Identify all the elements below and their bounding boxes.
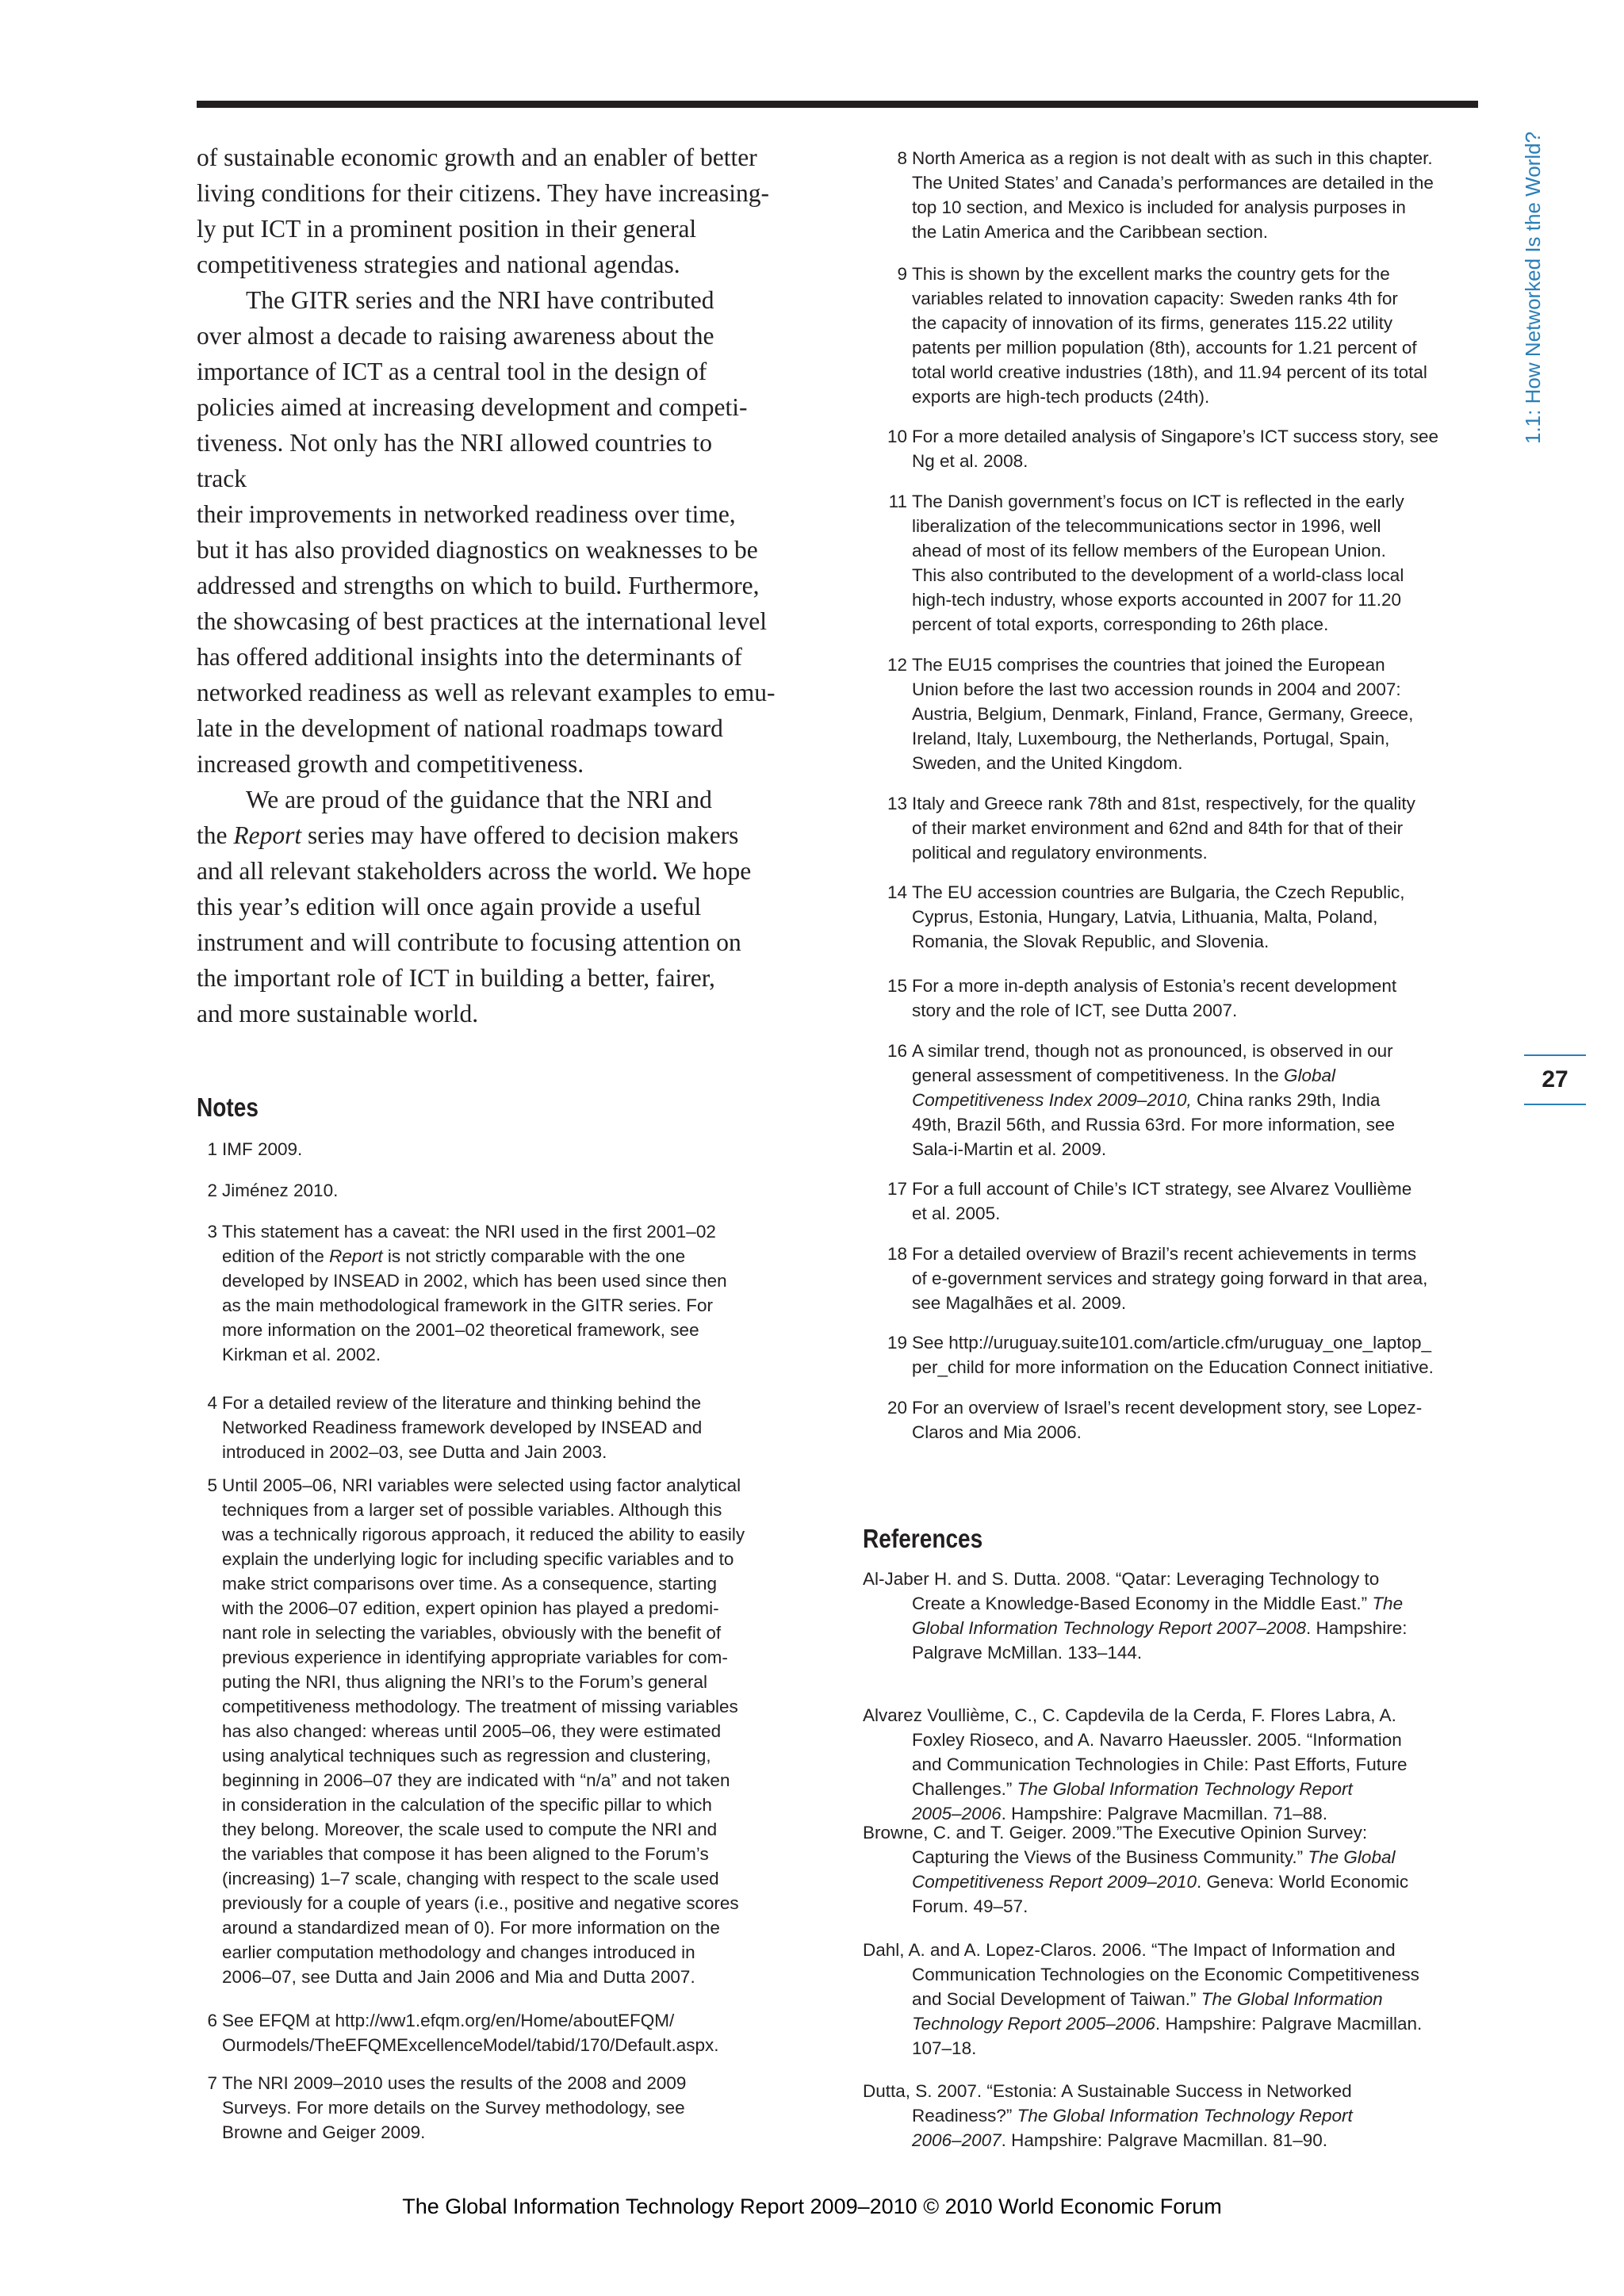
note-line: North America as a region is not dealt with as such in this chapter.: [912, 148, 1433, 168]
note-text: [912, 1177, 1411, 1226]
note-line: previous experience in identifying appropriate variables for com-: [222, 1647, 728, 1667]
reference-line: Communication Technologies on the Economic Competitiveness: [912, 1965, 1419, 1984]
note-line: For a detailed overview of Brazil’s recent achievements in terms: [912, 1244, 1417, 1264]
reference-line: Alvarez Voullième, C., C. Capdevila de la Cerda, F. Flores Labra, A.: [863, 1705, 1396, 1725]
note-number: 13: [887, 794, 907, 813]
note-line: Claros and Mia 2006.: [912, 1422, 1082, 1442]
note-line: competitiveness methodology. The treatment of missing variables: [222, 1697, 738, 1716]
note-line: percent of total exports, corresponding to 26th place.: [912, 614, 1329, 634]
reference-line: 107–18.: [912, 2038, 977, 2058]
reference-line: and Communication Technologies in Chile: Past Efforts, Future: [912, 1755, 1408, 1774]
note-line: The Danish government’s focus on ICT is reflected in the early: [912, 492, 1404, 511]
reference-line: Global Information Technology Report 2007–2008. Hampshire:: [912, 1618, 1408, 1638]
note-line: (increasing) 1–7 scale, changing with respect to the scale used: [222, 1869, 719, 1888]
note-line: previously for a couple of years (i.e., positive and negative scores: [222, 1893, 739, 1913]
text-line: this year’s edition will once again provide a useful: [197, 893, 702, 920]
note-line: The United States’ and Canada’s performances are detailed in the: [912, 173, 1434, 193]
note-number: 20: [887, 1398, 907, 1418]
note-line: exports are high-tech products (24th).: [912, 387, 1210, 407]
text-line: late in the development of national roadmaps toward: [197, 714, 723, 742]
note-text: [222, 1391, 702, 1464]
reference-item: [863, 1938, 1522, 2061]
reference-line: Readiness?” The Global Information Technology Report: [912, 2106, 1353, 2126]
note-text: [222, 2008, 719, 2057]
note-line: See http://uruguay.suite101.com/article.cfm/uruguay_one_laptop_: [912, 1333, 1431, 1353]
note-line: 49th, Brazil 56th, and Russia 63rd. For more information, see: [912, 1115, 1396, 1135]
note-line: general assessment of competitiveness. In the Global: [912, 1066, 1336, 1085]
note-line: Ireland, Italy, Luxembourg, the Netherlands, Portugal, Spain,: [912, 729, 1390, 748]
reference-line: Forum. 49–57.: [912, 1896, 1028, 1916]
note-line: Romania, the Slovak Republic, and Slovenia.: [912, 932, 1270, 951]
note-number: 1: [207, 1139, 217, 1159]
note-line: techniques from a larger set of possible variables. Although this: [222, 1500, 722, 1520]
note-text: [912, 880, 1405, 954]
note-line: the variables that compose it has been aligned to the Forum’s: [222, 1844, 709, 1864]
note-line: Union before the last two accession rounds in 2004 and 2007:: [912, 679, 1401, 699]
note-number: 14: [887, 882, 907, 902]
note-line: This is shown by the excellent marks the country gets for the: [912, 264, 1390, 284]
footer-copyright: The Global Information Technology Report 2009–2010 © 2010 World Economic Forum: [402, 2195, 1222, 2218]
note-line: political and regulatory environments.: [912, 843, 1208, 863]
note-line: Ng et al. 2008.: [912, 451, 1028, 471]
note-line: Sweden, and the United Kingdom.: [912, 753, 1183, 773]
page-number-rule-bottom: [1524, 1104, 1586, 1105]
reference-line: Technology Report 2005–2006. Hampshire: Palgrave Macmillan.: [912, 2014, 1423, 2034]
text-line: of sustainable economic growth and an enabler of better: [197, 144, 757, 171]
note-line: explain the underlying logic for including specific variables and to: [222, 1549, 734, 1569]
note-number: 2: [207, 1181, 217, 1200]
note-line: IMF 2009.: [222, 1139, 303, 1159]
note-text: [222, 1178, 338, 1203]
note-line: Surveys. For more details on the Survey methodology, see: [222, 2098, 685, 2118]
note-line: earlier computation methodology and changes introduced in: [222, 1942, 695, 1962]
note-number: 17: [887, 1179, 907, 1199]
note-line: of e-government services and strategy going forward in that area,: [912, 1269, 1428, 1288]
note-line: 2006–07, see Dutta and Jain 2006 and Mia and Dutta 2007.: [222, 1967, 695, 1987]
note-line: puting the NRI, thus aligning the NRI’s to the Forum’s general: [222, 1672, 708, 1692]
note-line: For a full account of Chile’s ICT strategy, see Alvarez Voullième: [912, 1179, 1412, 1199]
reference-item: [863, 1703, 1522, 1826]
note-number: 16: [887, 1041, 907, 1061]
page-number: 27: [1542, 1066, 1568, 1093]
note-text: [912, 1395, 1422, 1445]
note-line: Italy and Greece rank 78th and 81st, respectively, for the quality: [912, 794, 1415, 813]
note-line: more information on the 2001–02 theoretical framework, see: [222, 1320, 699, 1340]
reference-line: Challenges.” The Global Information Technology Report: [912, 1779, 1353, 1799]
note-text: [912, 424, 1438, 473]
text-line: importance of ICT as a central tool in the design of: [197, 358, 707, 385]
references-heading: References: [863, 1524, 983, 1553]
note-line: make strict comparisons over time. As a consequence, starting: [222, 1574, 718, 1594]
note-line: variables related to innovation capacity: Sweden ranks 4th for: [912, 289, 1398, 308]
section-title-vertical: 1.1: How Networked Is the World?: [1521, 131, 1545, 444]
text-line: the Report series may have offered to decision makers: [197, 821, 739, 849]
note-line: edition of the Report is not strictly comparable with the one: [222, 1246, 686, 1266]
text-line: their improvements in networked readiness over time,: [197, 500, 736, 528]
reference-item: [863, 1567, 1522, 1665]
note-line: The NRI 2009–2010 uses the results of the 2008 and 2009: [222, 2073, 687, 2093]
note-line: This statement has a caveat: the NRI used in the first 2001–02: [222, 1222, 716, 1242]
note-line: Jiménez 2010.: [222, 1181, 339, 1200]
reference-line: Al-Jaber H. and S. Dutta. 2008. “Qatar: Leveraging Technology to: [863, 1569, 1380, 1589]
note-number: 15: [887, 976, 907, 996]
note-number: 9: [897, 264, 907, 284]
reference-line: Dahl, A. and A. Lopez-Claros. 2006. “The Impact of Information and: [863, 1940, 1396, 1960]
note-line: ahead of most of its fellow members of the European Union.: [912, 541, 1386, 561]
top-rule: [197, 101, 1478, 108]
note-line: introduced in 2002–03, see Dutta and Jain 2003.: [222, 1442, 607, 1462]
note-line: Ourmodels/TheEFQMExcellenceModel/tabid/170/Default.aspx.: [222, 2035, 719, 2055]
note-text: [222, 1473, 745, 1989]
reference-line: 2005–2006. Hampshire: Palgrave Macmillan. 71–88.: [912, 1804, 1328, 1823]
note-line: they belong. Moreover, the scale used to compute the NRI and: [222, 1820, 718, 1839]
page-number-rule-top: [1524, 1054, 1586, 1056]
note-line: Austria, Belgium, Denmark, Finland, France, Germany, Greece,: [912, 704, 1414, 724]
note-line: See EFQM at http://ww1.efqm.org/en/Home/aboutEFQM/: [222, 2011, 675, 2030]
text-line: networked readiness as well as relevant examples to emu-: [197, 679, 776, 706]
note-line: For a more detailed analysis of Singapore’s ICT success story, see: [912, 427, 1439, 446]
note-text: [912, 146, 1434, 244]
note-number: 19: [887, 1333, 907, 1353]
text-line: but it has also provided diagnostics on weaknesses to be: [197, 536, 758, 564]
note-line: nant role in selecting the variables, obviously with the benefit of: [222, 1623, 722, 1643]
note-line: developed by INSEAD in 2002, which has been used since then: [222, 1271, 727, 1291]
note-line: liberalization of the telecommunications sector in 1996, well: [912, 516, 1381, 536]
note-line: patents per million population (8th), accounts for 1.21 percent of: [912, 338, 1417, 358]
note-line: of their market environment and 62nd and 84th for that of their: [912, 818, 1404, 838]
note-text: [912, 1039, 1395, 1161]
note-number: 12: [887, 655, 907, 675]
note-number: 8: [897, 148, 907, 168]
reference-line: Competitiveness Report 2009–2010. Geneva: World Economic: [912, 1872, 1409, 1892]
text-line: living conditions for their citizens. They have increasing-: [197, 179, 769, 207]
text-line: track: [197, 465, 247, 492]
note-text: [222, 1137, 302, 1161]
note-number: 7: [207, 2073, 217, 2093]
note-line: A similar trend, though not as pronounced, is observed in our: [912, 1041, 1393, 1061]
paragraph-2: [197, 282, 815, 782]
note-number: 5: [207, 1475, 217, 1495]
note-number: 6: [207, 2011, 217, 2030]
note-number: 10: [887, 427, 907, 446]
text-line: ly put ICT in a prominent position in their general: [197, 215, 697, 243]
paragraph-3: [197, 782, 815, 1031]
note-line: around a standardized mean of 0). For more information on the: [222, 1918, 720, 1938]
text-line: competitiveness strategies and national agendas.: [197, 251, 680, 278]
note-line: top 10 section, and Mexico is included for analysis purposes in: [912, 197, 1406, 217]
reference-item: [863, 1820, 1522, 1919]
note-line: was a technically rigorous approach, it reduced the ability to easily: [222, 1525, 745, 1544]
note-number: 3: [207, 1222, 217, 1242]
note-text: [912, 489, 1404, 637]
note-line: the capacity of innovation of its firms, generates 115.22 utility: [912, 313, 1393, 333]
note-line: The EU15 comprises the countries that joined the European: [912, 655, 1385, 675]
note-text: [912, 1242, 1427, 1315]
reference-line: Foxley Rioseco, and A. Navarro Haeussler. 2005. “Information: [912, 1730, 1402, 1750]
text-line: increased growth and competitiveness.: [197, 750, 584, 778]
reference-line: Create a Knowledge-Based Economy in the Middle East.” The: [912, 1594, 1404, 1613]
note-number: 11: [888, 492, 907, 511]
note-line: Browne and Geiger 2009.: [222, 2122, 426, 2142]
note-text: [222, 1219, 727, 1367]
note-line: total world creative industries (18th), and 11.94 percent of its total: [912, 362, 1427, 382]
text-line: addressed and strengths on which to build. Furthermore,: [197, 572, 760, 599]
note-line: The EU accession countries are Bulgaria, the Czech Republic,: [912, 882, 1405, 902]
text-line: over almost a decade to raising awareness about the: [197, 322, 714, 350]
note-line: has also changed: whereas until 2005–06, they were estimated: [222, 1721, 722, 1741]
text-line: the showcasing of best practices at the international level: [197, 607, 767, 635]
reference-line: Dutta, S. 2007. “Estonia: A Sustainable Success in Networked: [863, 2081, 1352, 2101]
body-text: [197, 140, 815, 1031]
note-line: beginning in 2006–07 they are indicated with “n/a” and not taken: [222, 1770, 730, 1790]
note-line: For an overview of Israel’s recent development story, see Lopez-: [912, 1398, 1423, 1418]
note-number: 4: [207, 1393, 217, 1413]
note-line: the Latin America and the Caribbean section.: [912, 222, 1269, 242]
note-line: Competitiveness Index 2009–2010, China ranks 29th, India: [912, 1090, 1381, 1110]
text-line: the important role of ICT in building a better, fairer,: [197, 964, 715, 992]
note-line: This also contributed to the development of a world-class local: [912, 565, 1404, 585]
text-line: The GITR series and the NRI have contributed: [246, 286, 714, 314]
note-text: [912, 791, 1415, 865]
text-line: and all relevant stakeholders across the world. We hope: [197, 857, 752, 885]
note-text: [222, 2071, 686, 2145]
reference-line: and Social Development of Taiwan.” The Global Information: [912, 1989, 1383, 2009]
note-line: using analytical techniques such as regression and clustering,: [222, 1746, 711, 1766]
note-line: For a more in-depth analysis of Estonia’s recent development: [912, 976, 1397, 996]
note-line: story and the role of ICT, see Dutta 2007.: [912, 1001, 1238, 1020]
note-line: per_child for more information on the Education Connect initiative.: [912, 1357, 1434, 1377]
reference-item: [863, 2079, 1522, 2152]
note-text: [912, 262, 1427, 409]
note-number: 18: [887, 1244, 907, 1264]
text-line: has offered additional insights into the determinants of: [197, 643, 742, 671]
reference-line: 2006–2007. Hampshire: Palgrave Macmillan. 81–90.: [912, 2130, 1328, 2150]
text-line: We are proud of the guidance that the NRI and: [246, 786, 712, 813]
reference-line: Capturing the Views of the Business Community.” The Global: [912, 1847, 1396, 1867]
note-line: in consideration in the calculation of the specific pillar to which: [222, 1795, 712, 1815]
text-line: policies aimed at increasing development and competi-: [197, 393, 748, 421]
paragraph-1: [197, 140, 815, 282]
note-text: [912, 974, 1396, 1023]
text-line: tiveness. Not only has the NRI allowed countries to: [197, 429, 713, 457]
note-line: with the 2006–07 edition, expert opinion has played a predomi-: [222, 1598, 719, 1618]
note-line: Until 2005–06, NRI variables were selected using factor analytical: [222, 1475, 741, 1495]
reference-line: Browne, C. and T. Geiger. 2009.”The Executive Opinion Survey:: [863, 1823, 1368, 1843]
note-line: Kirkman et al. 2002.: [222, 1345, 381, 1364]
note-line: et al. 2005.: [912, 1203, 1001, 1223]
reference-line: Palgrave McMillan. 133–144.: [912, 1643, 1143, 1663]
note-line: For a detailed review of the literature and thinking behind the: [222, 1393, 702, 1413]
note-line: Cyprus, Estonia, Hungary, Latvia, Lithuania, Malta, Poland,: [912, 907, 1378, 927]
note-line: as the main methodological framework in the GITR series. For: [222, 1295, 713, 1315]
note-line: see Magalhães et al. 2009.: [912, 1293, 1127, 1313]
text-line: instrument and will contribute to focusing attention on: [197, 928, 741, 956]
note-line: Sala-i-Martin et al. 2009.: [912, 1139, 1107, 1159]
note-text: [912, 652, 1413, 775]
note-text: [912, 1330, 1434, 1380]
note-line: high-tech industry, whose exports accounted in 2007 for 11.20: [912, 590, 1402, 610]
notes-heading: Notes: [197, 1093, 259, 1122]
text-line: and more sustainable world.: [197, 1000, 479, 1027]
note-line: Networked Readiness framework developed by INSEAD and: [222, 1418, 703, 1437]
